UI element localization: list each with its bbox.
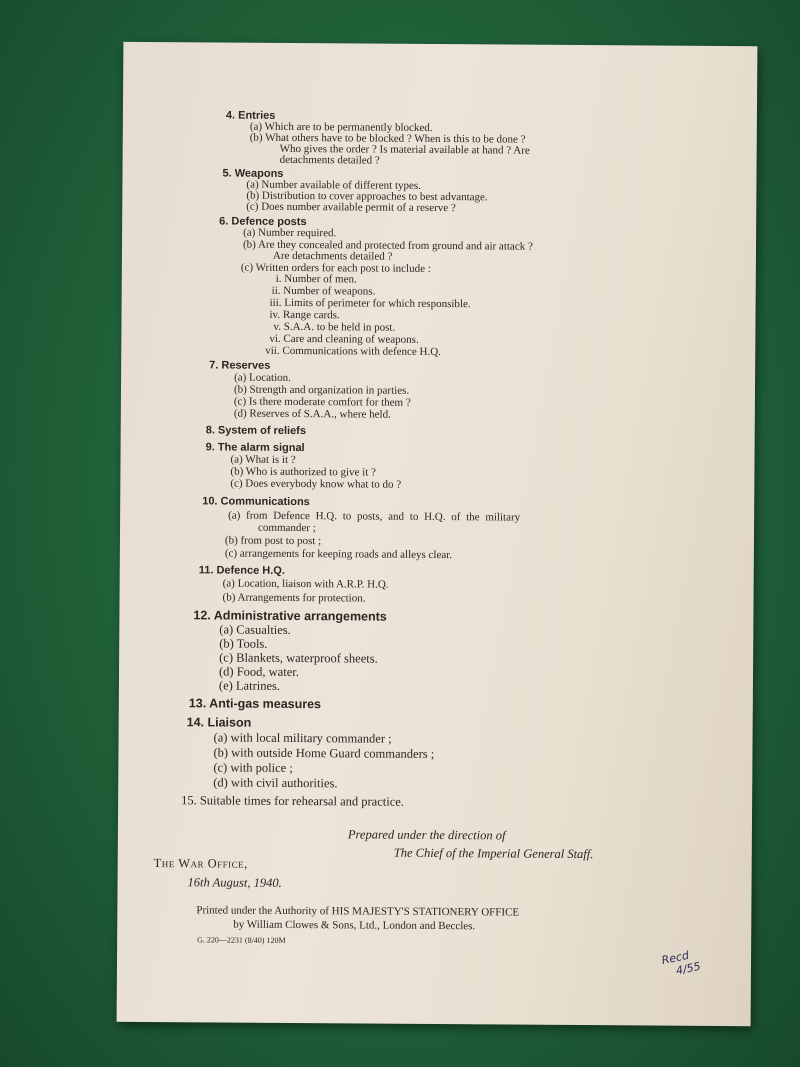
section-8-heading: 8. System of reliefs xyxy=(205,424,307,438)
section-12-item-e: (e) Latrines. xyxy=(218,678,281,693)
section-7-heading: 7. Reserves xyxy=(209,359,271,372)
section-6-subitem-2: ii. Number of weapons. xyxy=(271,284,376,298)
handwritten-note xyxy=(661,942,730,1003)
section-9-item-a: (a) What is it ? xyxy=(230,453,296,467)
section-6-item-c: (c) Written orders for each post to include : xyxy=(240,261,431,275)
section-6-subitem-7: vii. Communications with defence H.Q. xyxy=(265,344,441,359)
section-7-item-d: (d) Reserves of S.A.A., where held. xyxy=(233,407,391,421)
prepared-line-2: The Chief of the Imperial General Staff. xyxy=(393,845,594,862)
section-12-item-c: (c) Blankets, waterproof sheets. xyxy=(219,650,378,666)
section-6-item-b: (b) Are they concealed and protected from ground and air attack ? xyxy=(242,238,533,253)
section-5-item-c: (c) Does number available permit of a reserve ? xyxy=(246,200,456,215)
section-12-item-b: (b) Tools. xyxy=(219,636,268,651)
section-6-subitem-5: v. S.A.A. to be held in post. xyxy=(273,320,396,334)
section-10-item-a-text: (a) from Defence H.Q. to posts, and to H.Q. of the military xyxy=(228,509,521,524)
section-7-item-a: (a) Location. xyxy=(234,371,291,384)
section-14-item-d: (d) with civil authorities. xyxy=(213,775,338,791)
section-13-heading: 13. Anti-gas measures xyxy=(188,696,322,712)
section-11-heading: 11. Defence H.Q. xyxy=(198,564,285,577)
section-10-item-b: (b) from post to post ; xyxy=(224,534,322,548)
section-6-heading: 6. Defence posts xyxy=(219,215,307,229)
section-6-subitem-6: vi. Care and cleaning of weapons. xyxy=(269,332,419,346)
section-14-item-c: (c) with police ; xyxy=(213,760,293,775)
print-code: G. 220—2231 (8/40) 120M xyxy=(197,935,286,945)
section-14-heading: 14. Liaison xyxy=(186,715,252,730)
prepared-line-1: Prepared under the direction of xyxy=(347,827,506,843)
war-office-line: The War Office, xyxy=(153,856,248,871)
section-7-item-c: (c) Is there moderate comfort for them ? xyxy=(233,395,411,409)
document-page xyxy=(117,42,758,1026)
section-14-item-a: (a) with local military commander ; xyxy=(213,730,392,746)
section-6-item-a: (a) Number required. xyxy=(243,226,337,240)
printed-line-2: by William Clowes & Sons, Ltd., London and Beccles. xyxy=(233,918,476,933)
section-6-subitem-4: iv. Range cards. xyxy=(269,308,340,322)
section-5-item-a: (a) Number available of different types. xyxy=(246,178,421,192)
section-6-subitem-3: iii. Limits of perimeter for which responsible. xyxy=(269,296,471,311)
section-5-item-b: (b) Distribution to cover approaches to best advantage. xyxy=(246,189,488,204)
section-11-item-a: (a) Location, liaison with A.R.P. H.Q. xyxy=(222,577,389,591)
section-10-item-c: (c) arrangements for keeping roads and alleys clear. xyxy=(224,547,453,562)
section-12-heading: 12. Administrative arrangements xyxy=(193,608,387,624)
handwritten-line-2: 4/55 xyxy=(674,959,702,978)
section-4-item-a: (a) Which are to be permanently blocked. xyxy=(249,120,433,134)
section-9-heading: 9. The alarm signal xyxy=(205,441,305,455)
section-9-item-c: (c) Does everybody know what to do ? xyxy=(230,477,402,491)
section-12-item-d: (d) Food, water. xyxy=(218,664,299,680)
section-5-heading: 5. Weapons xyxy=(222,167,284,180)
handwritten-line-1: Recd xyxy=(660,948,691,968)
section-10-item-a-cont: commander ; xyxy=(257,521,316,535)
date-line: 16th August, 1940. xyxy=(187,875,282,890)
section-4-item-b: (b) What others have to be blocked ? When is this to be done ? xyxy=(249,131,526,146)
section-12-item-a: (a) Casualties. xyxy=(219,622,291,637)
section-9-item-b: (b) Who is authorized to give it ? xyxy=(230,465,376,479)
section-6-subitem-1: i. Number of men. xyxy=(275,272,357,286)
section-11-item-b: (b) Arrangements for protection. xyxy=(222,591,366,605)
section-4-heading: 4. Entries xyxy=(225,109,276,122)
printed-line-1: Printed under the Authority of HIS MAJESTY'S STATIONERY OFFICE xyxy=(196,904,520,919)
section-6-item-b-cont: Are detachments detailed ? xyxy=(272,249,393,263)
section-10-heading: 10. Communications xyxy=(202,495,310,509)
section-4-item-b-cont2: detachments detailed ? xyxy=(279,153,380,167)
section-7-item-b: (b) Strength and organization in parties. xyxy=(233,383,410,397)
section-4-item-b-cont: Who gives the order ? Is material available at hand ? Are xyxy=(279,142,530,157)
section-15-heading: 15. Suitable times for rehearsal and practice. xyxy=(181,793,405,809)
section-14-item-b: (b) with outside Home Guard commanders ; xyxy=(213,745,435,761)
